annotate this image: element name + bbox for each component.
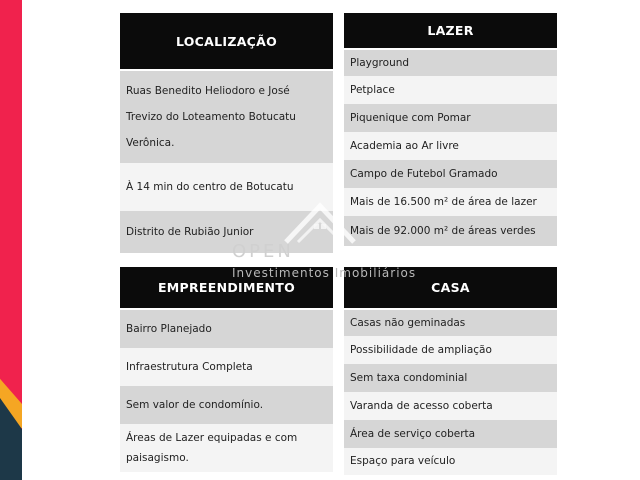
- empreendimento-row: Bairro Planejado: [120, 310, 333, 348]
- localizacao-row: Distrito de Rubião Junior: [120, 211, 333, 253]
- lazer-row: Academia ao Ar livre: [344, 132, 557, 160]
- empreendimento-row: Infraestrutura Completa: [120, 348, 333, 386]
- casa-row: Casas não geminadas: [344, 310, 557, 336]
- localizacao-card: [120, 13, 333, 253]
- lazer-card: [344, 13, 557, 246]
- lazer-title: LAZER: [344, 13, 557, 48]
- casa-title: CASA: [344, 267, 557, 308]
- localizacao-title: LOCALIZAÇÃO: [120, 13, 333, 69]
- casa-row: Espaço para veículo: [344, 448, 557, 475]
- localizacao-row: À 14 min do centro de Botucatu: [120, 163, 333, 211]
- casa-card: [344, 267, 557, 475]
- watermark-tagline: Investimentos Imobiliários: [232, 266, 417, 280]
- lazer-row: Campo de Futebol Gramado: [344, 160, 557, 188]
- lazer-row: Playground: [344, 50, 557, 76]
- watermark-brand: OPEN: [232, 241, 294, 262]
- casa-row: Área de serviço coberta: [344, 420, 557, 448]
- lazer-row: Piquenique com Pomar: [344, 104, 557, 132]
- empreendimento-row: Sem valor de condomínio.: [120, 386, 333, 424]
- casa-row: Possibilidade de ampliação: [344, 336, 557, 364]
- lazer-row: Mais de 92.000 m² de áreas verdes: [344, 216, 557, 246]
- casa-row: Varanda de acesso coberta: [344, 392, 557, 420]
- lazer-row: Petplace: [344, 76, 557, 104]
- empreendimento-title: EMPREENDIMENTO: [120, 267, 333, 308]
- localizacao-row: Ruas Benedito Heliodoro e José Trevizo do Loteamento Botucatu Verônica.: [120, 71, 333, 163]
- empreendimento-card: [120, 267, 333, 472]
- lazer-row: Mais de 16.500 m² de área de lazer: [344, 188, 557, 216]
- casa-row: Sem taxa condominial: [344, 364, 557, 392]
- empreendimento-row: Áreas de Lazer equipadas e com paisagismo.: [120, 424, 333, 472]
